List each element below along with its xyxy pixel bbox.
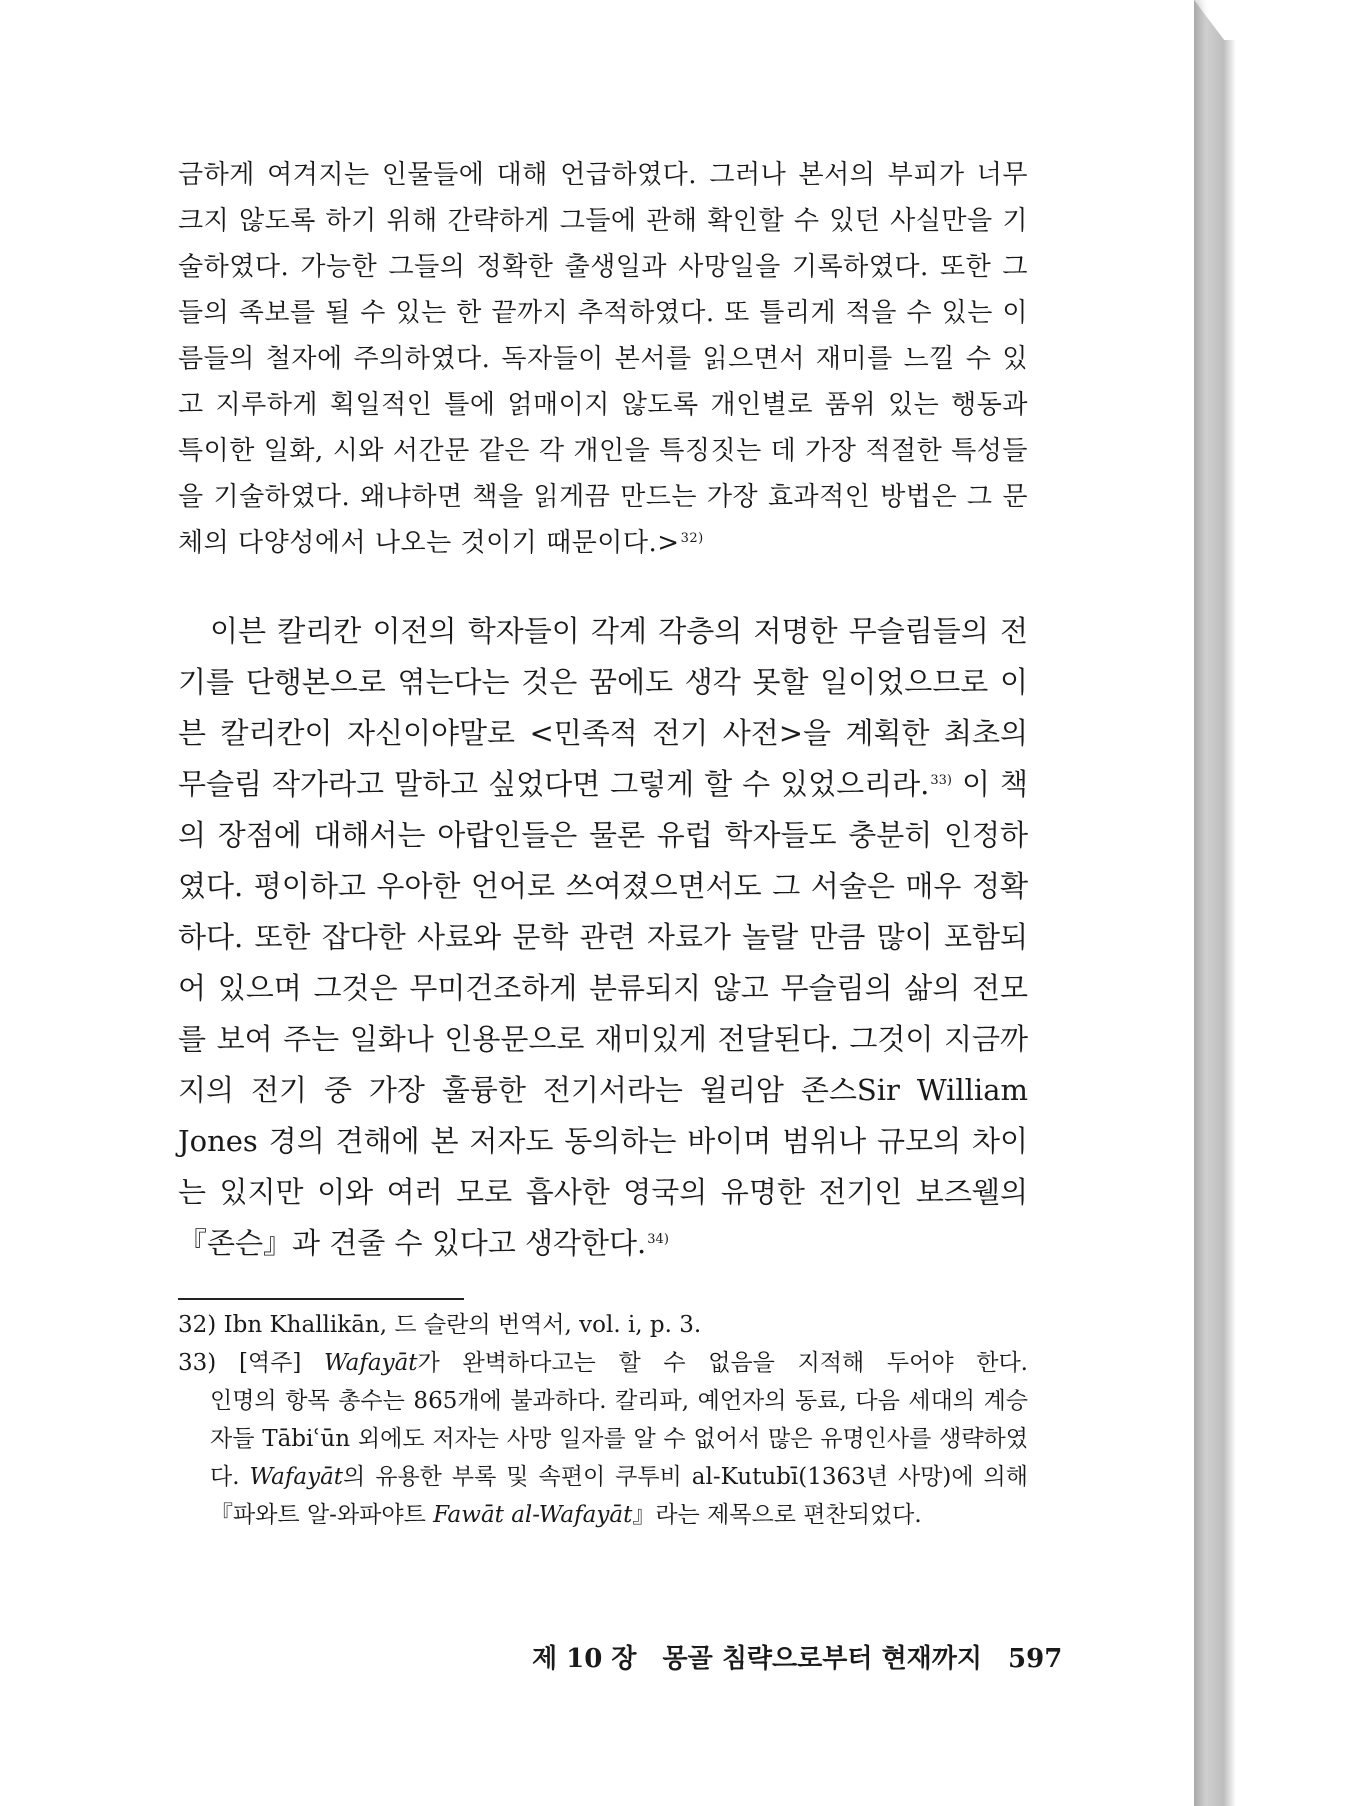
page-number: 597 <box>1008 1644 1063 1674</box>
paragraph-1-text: 금하게 여겨지는 인물들에 대해 언급하였다. 그러나 본서의 부피가 너무 크지 않도록 하기 위해 간략하게 그들에 관해 확인할 수 있던 사실만을 기술하였다. 가능한 그들의 정확한 출생일과 사망일을 기록하였다. 또한 그들의 족보를 될 수 있는 한 끝까지 추적하였다. 또 틀리게 적을 수 있는 이름들의 철자에 주의하였다. 독자들이 본서를 읽으면서 재미를 느낄 수 있고 지루하게 획일적인 틀에 얽매이지 않도록 개인별로 품위 있는 행동과 특이한 일화, 시와 서간문 같은 각 개인을 특징짓는 데 가장 적절한 특성들을 기술하였다. 왜냐하면 책을 읽게끔 만드는 가장 효과적인 방법은 그 문체의 다양성에서 나오는 것이기 때문이다.> <box>178 160 1028 558</box>
footnote-32-text: Ibn Khallikān, 드 슬란의 번역서, vol. i, p. 3. <box>223 1312 702 1338</box>
footnote-33-text-e: 』라는 제목으로 편찬되었다. <box>632 1502 922 1528</box>
footnote-33-italic-b: Wafayāt <box>249 1464 344 1490</box>
footnote-ref-33: 33) <box>930 773 953 788</box>
footnote-ref-32: 32) <box>680 531 704 546</box>
footnote-33-italic-a: Wafayāt <box>324 1350 418 1376</box>
footer-title: 몽골 침략으로부터 현재까지 <box>662 1644 983 1674</box>
footnotes <box>178 1306 1028 1534</box>
footnote-33-text-b: 가 완벽하다고는 할 수 없음을 지적해 두어야 한다. <box>417 1350 1028 1376</box>
body-paragraph-2 <box>178 606 1028 1269</box>
footnote-32-number: 32) <box>178 1312 217 1338</box>
footnote-33-text-d: 의 유용한 부록 및 속편이 쿠투비 al-Kutubī(1363년 사망)에 의해 『파와트 알-와파야트 <box>210 1464 1028 1528</box>
page-shadow <box>1224 40 1236 1806</box>
footnote-33-continued <box>178 1382 1028 1534</box>
body-paragraph-1 <box>178 152 1028 566</box>
footer-chapter: 제 10 장 <box>532 1644 637 1674</box>
footnote-33-number: 33) <box>178 1350 217 1376</box>
footnote-33 <box>178 1344 1028 1382</box>
footnote-32 <box>178 1306 1028 1344</box>
footnote-33-italic-c: Fawāt al-Wafayāt <box>433 1502 633 1528</box>
footnote-33-text-a: [역주] <box>238 1350 325 1376</box>
running-footer <box>532 1638 1063 1675</box>
paragraph-2-text-a: 이븐 칼리칸 이전의 학자들이 각계 각층의 저명한 무슬림들의 전기를 단행본으로 엮는다는 것은 꿈에도 생각 못할 일이었으므로 이븐 칼리칸이 자신이야말로 <민족적 전기 사전>을 계획한 최초의 무슬림 작가라고 말하고 싶었다면 그렇게 할 수 있었으리라. <box>178 614 1028 801</box>
footnote-ref-34: 34) <box>647 1232 669 1247</box>
paragraph-2-text-b: 이 책의 장점에 대해서는 아랍인들은 물론 유럽 학자들도 충분히 인정하였다. 평이하고 우아한 언어로 쓰여졌으면서도 그 서술은 매우 정확하다. 또한 잡다한 사료와 문학 관련 자료가 놀랄 만큼 많이 포함되어 있으며 그것은 무미건조하게 분류되지 않고 무슬림의 삶의 전모를 보여 주는 일화나 인용문으로 재미있게 전달된다. 그것이 지금까지의 전기 중 가장 훌륭한 전기서라는 윌리암 존스Sir William Jones 경의 견해에 본 저자도 동의하는 바이며 범위나 규모의 차이는 있지만 이와 여러 모로 흡사한 영국의 유명한 전기인 보즈웰의 『존슨』과 견줄 수 있다고 생각한다. <box>178 767 1028 1260</box>
footnote-33-text-c: 인명의 항목 총수는 865개에 불과하다. 칼리파, 예언자의 동료, 다음 세대의 계승자들 Tābiʿūn 외에도 저자는 사망 일자를 알 수 없어서 많은 유명인사를 생략하였다. <box>210 1388 1028 1490</box>
page-edge <box>1194 0 1224 1806</box>
footnote-divider <box>178 1298 464 1300</box>
